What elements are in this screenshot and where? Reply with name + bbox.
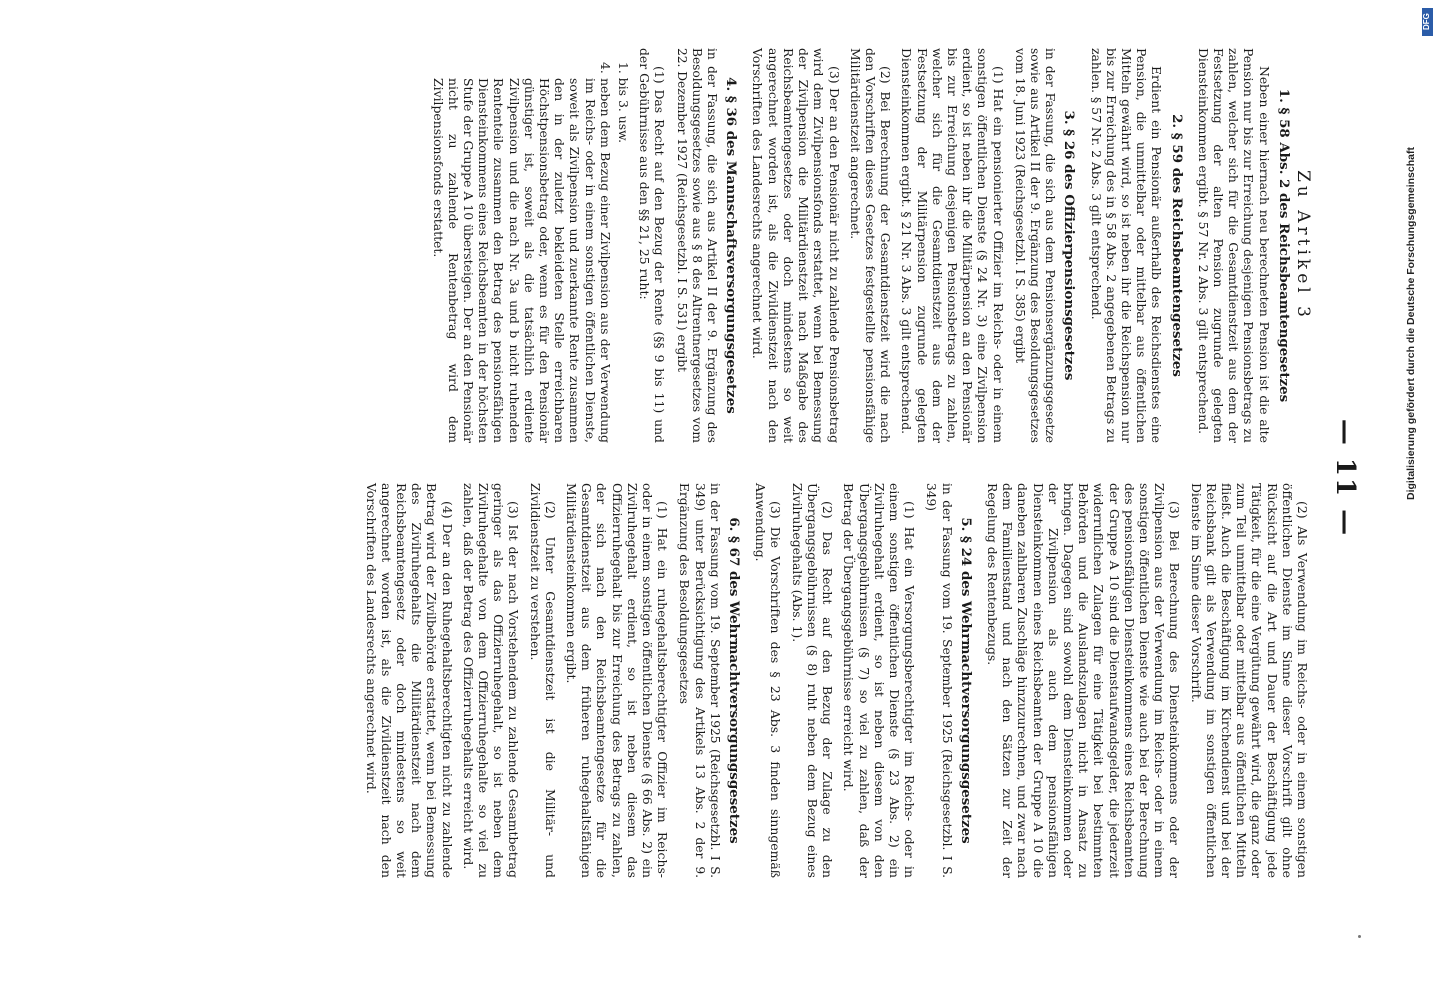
scan-speck <box>1358 935 1361 938</box>
section-6-title: 6. § 67 des Wehrmachtversorgungsgesetzes <box>726 517 743 844</box>
section-3-para-3: (3) Der an den Pensionär nicht zu zahlende Pensionsbetrag wird dem Zivilpensionsfonds erstattet, wenn bei Bemessung der Zivilpension die Militärdienstzeit nach Maßgabe des Reichsbeamtengesetzes oder doch mindestens so weit angerechnet worden ist, als die Zivildienstzeit nach den Vorschriften des Landesrechts angerechnet wird. <box>750 48 842 443</box>
section-4-subtitle: in der Fassung, die sich aus Artikel II der 9. Ergänzung des Besoldungsgesetzes sowie aus § 8 des Altrentnergesetzes vom 22. Dezember 1927 (Reichsgesetzbl. I S. 531) ergibt <box>674 48 720 443</box>
section-2-title: 2. § 59 des Reichsbeamtengesetzes <box>1168 114 1185 377</box>
continuation-para-2: (2) Als Verwendung im Reichs- oder in einem sonstigen öffentlichen Dienste im Sinne dieser Vorschrift gilt ohne Rücksicht auf die Art und Dauer der Beschäftigung jede Tätigkeit, für die eine Vergütung gewährt wird, die ganz oder zum Teil unmittelbar oder mittelbar aus öffentlichen Mitteln fließt. Auch die Beschäftigung im Kirchendienst und bei der Reichsbank gilt als Verwendung im sonstigen öffentlichen Dienste im Sinne dieser Vorschrift. <box>1188 483 1310 878</box>
page-number: — 11 — <box>1330 418 1360 538</box>
section-6-para-4: (4) Der an den Ruhegehaltsberechtigten nicht zu zahlende Betrag wird der Zivilbehörde erstattet, wenn bei Bemessung des Zivilruhegehalts die Militärdienstzeit nach dem Reichsbeamtengesetz oder doch mindestens so weit angerechnet worden ist, als die Zivildienstzeit nach den Vorschriften des Landesrechts angerechnet wird. <box>363 483 455 878</box>
section-4-para-1: (1) Das Recht auf den Bezug der Rente (§§ 9 bis 11) und der Gebührnisse aus den §§ 21, 25 ruht: <box>637 48 668 443</box>
list-item: 1. bis 3. usw. <box>616 62 632 144</box>
dfg-logo: DFG <box>1422 8 1433 36</box>
section-2-text: Erdient ein Pensionär außerhalb des Reichsdienstes eine Pension, die unmittelbar oder mittelbar aus öffentlichen Mitteln gewährt wird, so ist neben ihr die Reichspension nur bis zur Erreichung des in § 58 Abs. 2 angegebenen Betrags zu zahlen. § 57 Nr. 2 Abs. 3 gilt entsprechend. <box>1088 48 1165 443</box>
section-1-text: Neben einer hiernach neu berechneten Pension ist die alte Pension nur bis zur Erreichung desjenigen Pensionsbetrags zu zahlen, welcher sich für die Gesamtdienstzeit aus dem der Festsetzung der alten Pension zugrunde gelegten Diensteinkommen ergibt. § 57 Nr. 2 Abs. 3 gilt entsprechend. <box>1195 48 1272 443</box>
section-5-para-2: (2) Das Recht auf den Bezug der Zulage zu den Übergangsgebührnissen (§ 8) ruht neben dem Bezug eines Zivilruhegehalts (Abs. 1). <box>789 483 836 878</box>
right-column <box>357 483 1310 878</box>
section-6-para-2: (2) Unter Gesamtdienstzeit ist die Militär- und Zivildienstzeit zu verstehen. <box>527 483 558 878</box>
list-item: 4. neben dem Bezug einer Zivilpension aus der Verwendung im Reichs- oder in einem sonstigen öffentlichen Dienste, soweit als Zivilpension und zuerkannte Rente zusammen den in der zuletzt bekleideten Stelle erreichbaren Höchstpensionsbetrag oder, wenn es für den Pensionär günstiger ist, soweit als die tatsächlich erdiente Zivilpension und die nach Nr. 3a und b nicht ruhenden Rententeile zusammen den Betrag des pensionsfähigen Diensteinkommens eines Reichsbeamten in der höchsten Stufe der Gruppe A 10 übersteigen. Der an den Pensionär nicht zu zahlende Rentenbetrag wird dem Zivilpensionsfonds erstattet. <box>430 62 613 443</box>
section-3-title: 3. § 26 des Offizierpensionsgesetzes <box>1061 110 1078 381</box>
left-column <box>427 48 1313 443</box>
section-4-title: 4. § 36 des Mannschaftsversorgungsgesetzes <box>723 77 740 414</box>
section-3-subtitle: in der Fassung, die sich aus dem Pensionsergänzungsgesetze sowie aus Artikel II der 9. Ergänzung des Besoldungsgesetzes vom 18. Juni 1923 (Reichsgesetzbl. I S. 385) ergibt <box>1012 48 1058 443</box>
section-1-title: 1. § 58 Abs. 2 des Reichsbeamtengesetzes <box>1275 88 1292 403</box>
section-5-title: 5. § 24 des Wehrmachtversorgungsgesetzes <box>957 517 974 844</box>
digitization-notice-text: Digitalisierung gefördert durch die Deutsche Forschungsgemeinschaft <box>1405 147 1417 500</box>
section-6-para-1: (1) Hat ein ruhegehaltsberechtigter Offizier im Reichs- oder in einem sonstigen öffentlichen Dienste (§ 66 Abs. 2) ein Zivilruhegehalt erdient, so ist neben diesem das Offizierruhegehalt bis zur Erreichung des Betrags zu zahlen, der sich nach den Reichsbeamtengesetze für die Gesamtdienstzeit aus dem früheren ruhegehaltsfähigen Militärdiensteinkommen ergibt. <box>564 483 671 878</box>
section-4-list <box>430 48 631 443</box>
section-3-para-1: (1) Hat ein pensionierter Offizier im Reichs- oder in einem sonstigen öffentlichen Dienste (§ 24 Nr. 3) eine Zivilpension erdient, so ist neben ihr die Militärpension an den Pensionär bis zur Erreichung desjenigen Pensionsbetrags zu zahlen, welcher sich für die Gesamtdienstzeit aus dem der Festsetzung der Militärpension zugrunde gelegten Diensteinkommen ergibt. § 21 Nr. 3 Abs. 3 gilt entsprechend. <box>899 48 1006 443</box>
section-5-para-3: (3) Die Vorschriften des § 23 Abs. 3 finden sinngemäß Anwendung. <box>753 483 784 878</box>
section-5-para-1: (1) Hat ein Versorgungsberechtigter im Reichs- oder in einem sonstigen öffentlichen Dienste (§ 23 Abs. 2) ein Zivilruhegehalt erdient, so ist neben diesem von den Übergangsgebührnissen (§ 7) so viel zu zahlen, daß der Betrag der Übergangsgebührnisse erreicht wird. <box>841 483 918 878</box>
section-6-subtitle: in der Fassung vom 19. September 1925 (Reichsgesetzbl. I S. 349) unter Berücksichtigung des Artikels 13 Abs. 2 der 9. Ergänzung des Besoldungsgesetzes <box>677 483 722 878</box>
scanned-page <box>60 38 1360 918</box>
section-6-para-3: (3) Ist der nach Vorstehendem zu zahlende Gesamtbetrag geringer als das Offizierruhegehalt, so ist neben dem Zivilruhegehalte von dem Offizierruhegehalte so viel zu zahlen, daß der Betrag des Offizierruhegehalts erreicht wird. <box>460 483 522 878</box>
section-5-subtitle: in der Fassung vom 19. September 1925 (Reichsgesetzbl. I S. 349) <box>924 483 954 878</box>
continuation-para-3: (3) Bei Berechnung des Diensteinkommens oder der Zivilpension aus der Verwendung im Reichs- oder in einem sonstigen öffentlichen Dienste wie auch bei der Berechnung des pensionsfähigen Diensteinkommens eines Reichsbeamten der Gruppe A 10 sind die Dienstaufwandsgelder, die jederzeit widerruflichen Zulagen für eine Tätigkeit bei bestimmten Behörden und die Auslandszulagen nicht in Ansatz zu bringen. Dagegen sind sowohl dem Diensteinkommen oder der Zivilpension als auch dem pensionsfähigen Diensteinkommen eines Reichsbeamten der Gruppe A 10 die daneben zahlbaren Zuschläge hinzuzurechnen, und zwar nach dem Familienstand und nach den Sätzen zur Zeit der Regelung des Rentenbezugs. <box>984 483 1183 878</box>
article-title: Zu Artikel 3 <box>1293 170 1313 321</box>
section-3-para-2: (2) Bei Berechnung der Gesamtdienstzeit wird die nach den Vorschriften dieses Gesetzes festgestellte pensionsfähige Militärdienstzeit angerechnet. <box>847 48 894 443</box>
